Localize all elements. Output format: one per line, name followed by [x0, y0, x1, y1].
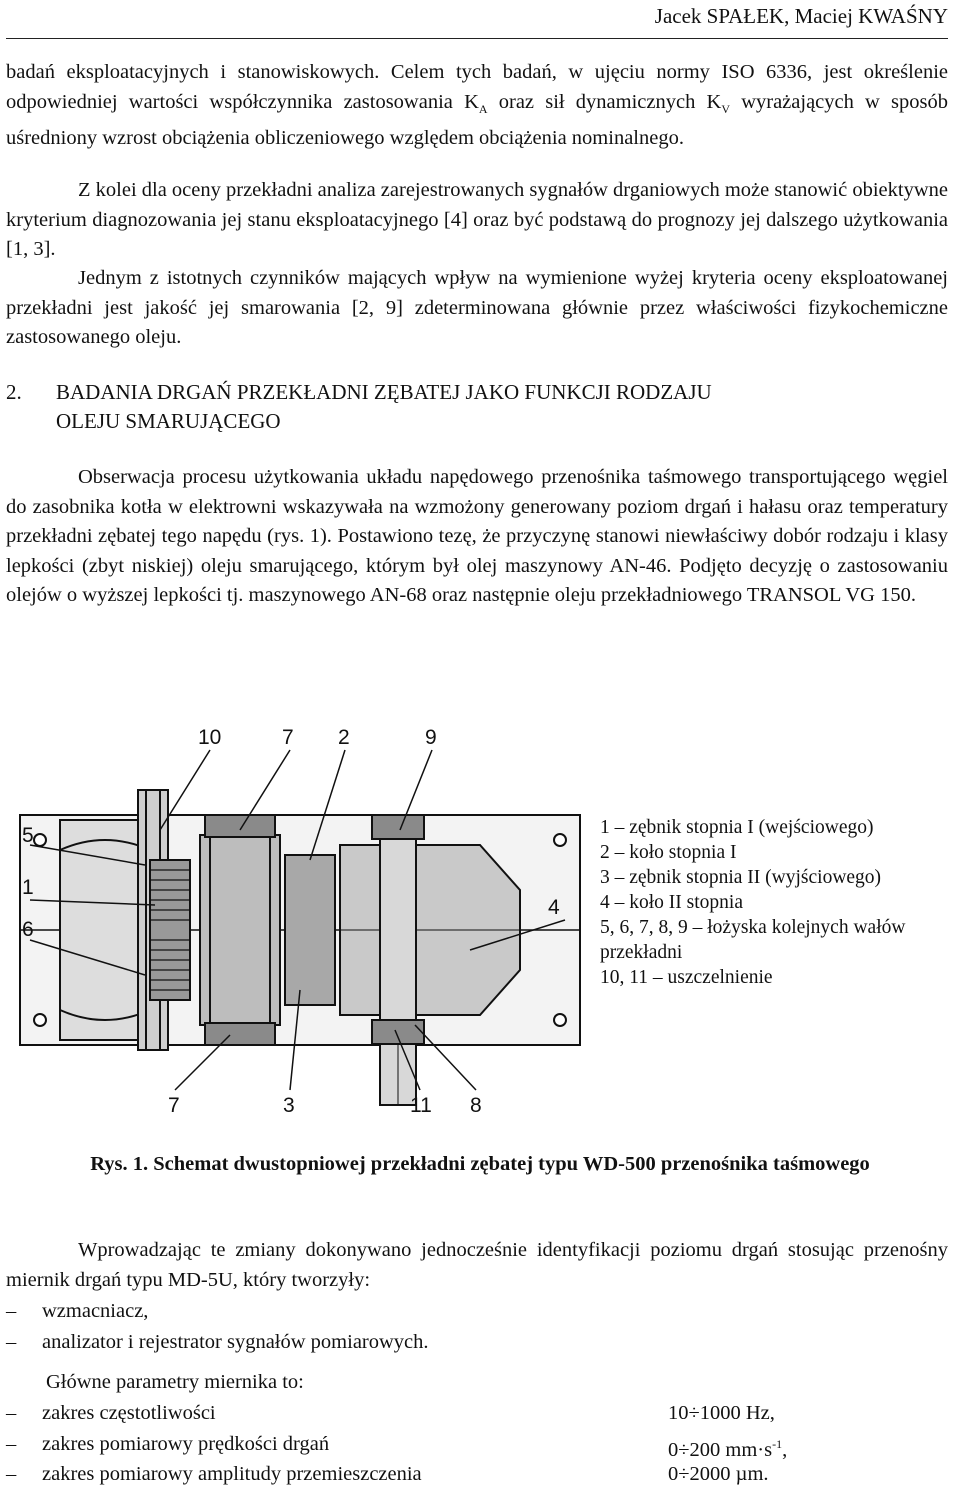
callout-top-1: 7: [282, 726, 294, 749]
legend-item: przekładni: [600, 942, 683, 963]
paragraph-lubrication: Jednym z istotnych czynników mających wpływ na wymienione wyżej kryteria oceny eksploatowanej przekładni jest jakość jej smarowania [2, 9] zdeterminowana głównie przez właściwości fizykochemiczne zastosowanego oleju.: [6, 267, 948, 348]
list-dash: –: [6, 1402, 17, 1424]
callout-bottom-0: 7: [168, 1094, 180, 1117]
list-dash: –: [6, 1300, 17, 1322]
list-item-text: wzmacniacz,: [42, 1300, 149, 1322]
components-list: [6, 1296, 948, 1357]
legend-item: 2 – koło stopnia I: [600, 842, 737, 863]
gear-stage-1: [200, 835, 280, 1025]
parameter-value: 0÷200 mm·s: [668, 1438, 773, 1461]
pinion-stage-1: [150, 860, 190, 1000]
paragraph-intro: [6, 58, 948, 154]
legend-item: 5, 6, 7, 8, 9 – łożyska kolejnych wałów: [600, 917, 906, 938]
list-item-text: analizator i rejestrator sygnałów pomiarowych.: [42, 1330, 429, 1353]
parameter-row: [6, 1398, 948, 1429]
parameter-unit-exponent: -1: [772, 1436, 783, 1451]
list-item: [6, 1296, 948, 1327]
callout-top-2: 2: [338, 726, 350, 749]
paragraph-parameters-intro: Główne parametry miernika to:: [46, 1371, 304, 1393]
parameter-value-suffix: ,: [782, 1438, 788, 1461]
callout-left-0: 5: [22, 824, 34, 847]
gearbox-figure: [0, 720, 960, 1140]
paragraph-intro-text: badań eksploatacyjnych i stanowiskowych. Celem tych badań, w ujęciu normy ISO 6336, jest określenie odpowiedniej wartości współczynnika zastosowania K: [6, 61, 948, 113]
parameters-list: [6, 1398, 948, 1490]
section-heading: [6, 378, 712, 436]
paragraph-intro-mid: oraz sił dynamicznych K: [487, 90, 722, 113]
callout-right: 4: [548, 896, 560, 919]
header-authors: Jacek SPAŁEK, Maciej KWAŚNY: [654, 4, 948, 28]
parameter-label: zakres częstotliwości: [42, 1402, 216, 1424]
section-title-line1: BADANIA DRGAŃ PRZEKŁADNI ZĘBATEJ JAKO FUNKCJI RODZAJU: [56, 380, 712, 404]
kv-subscript: V: [721, 101, 730, 116]
callout-left-2: 6: [22, 918, 34, 941]
figure-caption: Rys. 1. Schemat dwustopniowej przekładni zębatej typu WD-500 przenośnika taśmowego: [90, 1153, 870, 1175]
callout-left-1: 1: [22, 876, 34, 899]
gearbox-schematic: [0, 720, 960, 1140]
callout-bottom-2: 11: [410, 1094, 432, 1117]
legend-item: 10, 11 – uszczelnienie: [600, 967, 773, 988]
legend-item: 1 – zębnik stopnia I (wejściowego): [600, 817, 874, 838]
pinion-stage-2: [285, 855, 335, 1005]
list-dash: –: [6, 1463, 17, 1485]
legend-item: 4 – koło II stopnia: [600, 892, 743, 913]
legend-item: 3 – zębnik stopnia II (wyjściowego): [600, 867, 882, 888]
parameter-label: zakres pomiarowy prędkości drgań: [42, 1432, 330, 1455]
section-title-line2: OLEJU SMARUJĄCEGO: [56, 409, 281, 433]
paragraph-measurement: Wprowadzając te zmiany dokonywano jednocześnie identyfikacji poziomu drgań stosując przenośny miernik drgań typu MD-5U, który tworzyły:: [6, 1239, 948, 1291]
figure-legend: [600, 817, 905, 988]
parameter-value: 0÷2000 µm.: [668, 1463, 769, 1485]
list-dash: –: [6, 1330, 17, 1353]
callout-bottom-3: 8: [470, 1094, 482, 1117]
callout-top-3: 9: [425, 726, 437, 749]
parameter-row: [6, 1459, 948, 1490]
ka-subscript: A: [478, 101, 488, 116]
paragraph-observation: Obserwacja procesu użytkowania układu napędowego przenośnika taśmowego transportującego węgiel do zasobnika kotła w elektrowni wskazywała na wzmożony generowany poziom drgań i hałasu oraz temperatury przekładni zębatej tego napędu (rys. 1). Postawiono tezę, że przyczynę stanowi niewłaściwy dobór rodzaju i klasy lepkości (zbyt niskiej) oleju smarującego, którym był olej maszynowy AN-46. Podjęto decyzję o zastosowaniu olejów o wyższej lepkości tj. maszynowego AN-68 oraz następnie oleju przekładniowego TRANSOL VG 150.: [6, 466, 948, 606]
section-number: 2.: [6, 380, 22, 404]
parameter-row: [6, 1429, 948, 1460]
paragraph-intro-end: wyrażających w sposób uśredniony wzrost obciążenia obliczeniowego względem obciążenia nominalnego.: [6, 90, 949, 150]
page-header: [0, 0, 960, 40]
header-rule: [6, 38, 948, 39]
callout-bottom-1: 3: [283, 1094, 295, 1117]
callout-top-0: 10: [198, 726, 222, 749]
parameter-value: 10÷1000 Hz,: [668, 1402, 775, 1424]
parameter-label: zakres pomiarowy amplitudy przemieszczenia: [42, 1463, 422, 1485]
list-item: [6, 1327, 948, 1358]
paragraph-vibration-criterion: Z kolei dla oceny przekładni analiza zarejestrowanych sygnałów drganiowych może stanowić obiektywne kryterium diagnozowania jej stanu eksploatacyjnego [4] oraz być podstawą do prognozy jej dalszego użytkowania [1, 3].: [6, 179, 948, 260]
list-dash: –: [6, 1432, 17, 1455]
